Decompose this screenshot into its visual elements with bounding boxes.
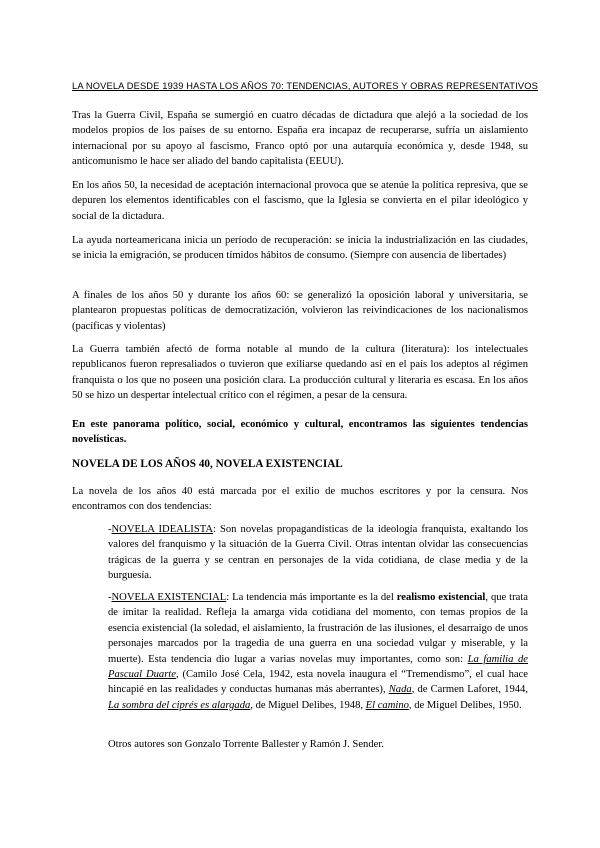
section-heading: NOVELA DE LOS AÑOS 40, NOVELA EXISTENCIAL <box>72 458 343 470</box>
existencial-text-3: , (Camilo José Cela, 1942, esta novela inaugura el “Tremendismo”, el cual hace hincapié en las realidades y conductas humanas más aberrantes), <box>108 669 528 696</box>
paragraph-other-authors: Otros autores son Gonzalo Torrente Ballester y Ramón J. Sender. <box>108 739 384 750</box>
work-el-camino: El camino <box>365 699 409 711</box>
work-la-sombra: La sombra del ciprés es alargada <box>108 699 251 711</box>
tendency-existencial <box>108 590 528 713</box>
work-nada: Nada <box>388 684 412 696</box>
paragraph-postwar: Tras la Guerra Civil, España se sumergió en cuatro décadas de dictadura que alejó a la sociedad de los modelos propios de los países de su entorno. España era incapaz de recuperarse, sufría un aislamiento internacional por su apoyo al fascismo, Franco optó por una autarquía económica y, desde 1948, su anticomunismo le hace ser aliado del bando capitalista (EEUU). <box>72 110 528 168</box>
existencial-label: NOVELA EXISTENCIAL <box>111 592 227 603</box>
existencial-text-4: , de Carmen Laforet, 1944, <box>411 684 528 696</box>
realismo-existencial: realismo existencial <box>396 592 486 603</box>
idealista-text: : Son novelas propagandísticas de la ideología franquista, exaltando los valores del franquismo y la situación de la Guerra Civil. Otras intentan olvidar las consecuencias trágicas de la guerra y se centran en personajes de la vida cotidiana, de clase media y de la burguesía. <box>108 524 528 582</box>
paragraph-sixties: A finales de los años 50 y durante los años 60: se generalizó la oposición laboral y universitaria, se plantearon propuestas políticas de democratización, volvieron las reivindicaciones de los nacionalismos (pacíficas y violentas) <box>72 290 528 332</box>
paragraph-panorama: En este panorama político, social, económico y cultural, encontramos las siguientes tendencias novelísticas. <box>72 419 528 446</box>
existencial-text-5: , de Miguel Delibes, 1948, <box>250 699 366 711</box>
document-title: LA NOVELA DESDE 1939 HASTA LOS AÑOS 70: TENDENCIAS, AUTORES Y OBRAS REPRESENTATIVOS <box>72 81 538 91</box>
tendency-idealista <box>108 522 528 584</box>
paragraph-recovery: La ayuda norteamericana inicia un período de recuperación: se inicia la industrialización en las ciudades, se inicia la emigración, se producen tímidos hábitos de consumo. (Siempre con ausencia de libertades) <box>72 235 528 262</box>
existencial-text-2: , que trata de imitar la realidad. Refleja la amarga vida cotidiana del momento, con temas propios de la esencia existencial (la soledad, el aislamiento, la frustración de las ilusiones, el desarraigo de unos personajes marcados por la tragedia de una guerra en una sociedad vulgar y miserable, y la muerte). Esta tendencia dio lugar a varias novelas muy importantes, como son: <box>108 592 528 665</box>
idealista-label: NOVELA IDEALISTA <box>111 524 213 535</box>
existencial-dash: - <box>108 592 112 603</box>
paragraph-culture: La Guerra también afectó de forma notable al mundo de la cultura (literatura): los intelectuales republicanos fueron represaliados o tuvieron que exiliarse quedando así en el país los adeptos al régimen franquista o los que no poseen una posición clara. La producción cultural y literaria es escasa. En los años 50 se hizo un despertar intelectual crítico con el régimen, a pesar de la censura. <box>72 344 528 402</box>
idealista-dash: - <box>108 524 112 535</box>
paragraph-intro: La novela de los años 40 está marcada por el exilio de muchos escritores y por la censura. Nos encontramos con dos tendencias: <box>72 486 528 513</box>
existencial-text-1: : La tendencia más importante es la del <box>226 592 397 603</box>
paragraph-fifties: En los años 50, la necesidad de aceptación internacional provoca que se atenúe la política represiva, que se depuren los elementos identificables con el fascismo, que la Iglesia se convierta en el pilar ideológico y social de la dictadura. <box>72 180 528 222</box>
work-pascual-duarte: La familia de Pascual Duarte <box>108 653 528 681</box>
existencial-text-6: , de Miguel Delibes, 1950. <box>408 699 522 711</box>
